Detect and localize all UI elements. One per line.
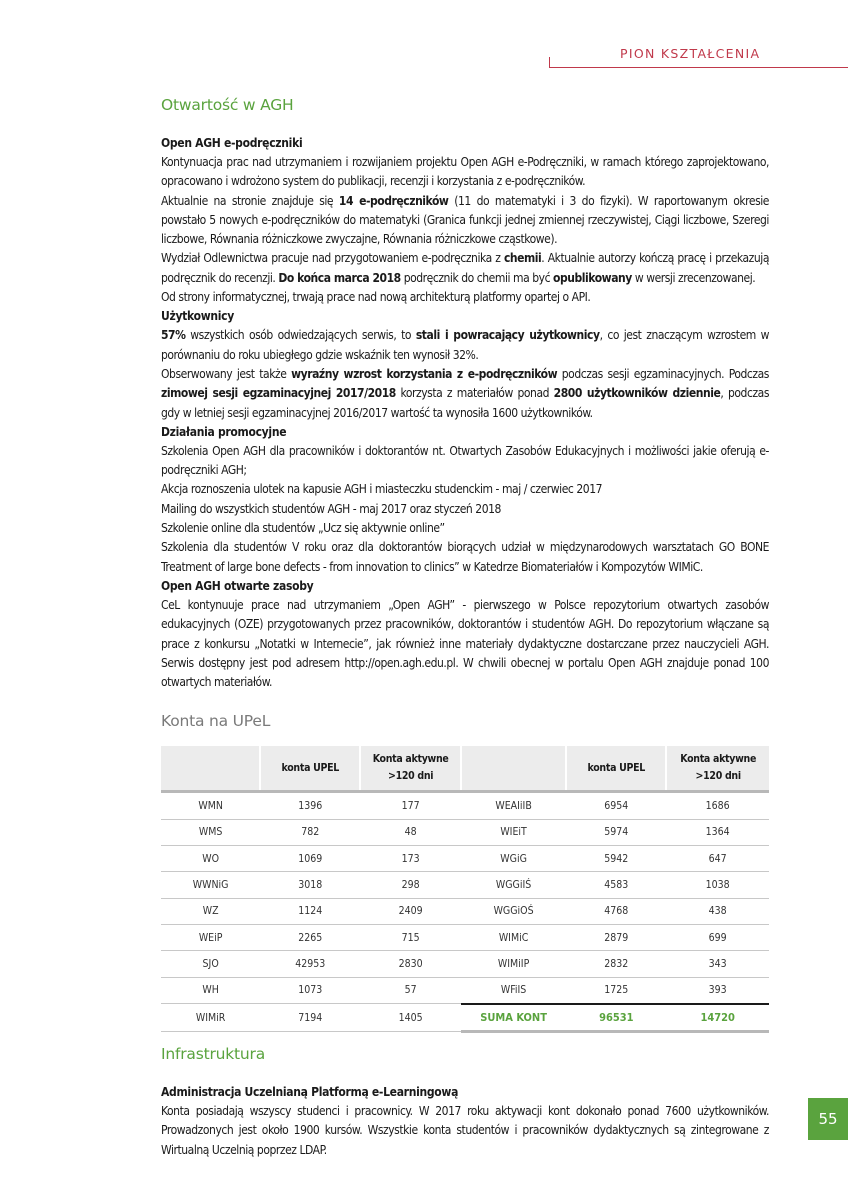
subsection-title-promo: Działania promocyjne	[161, 424, 287, 439]
value-cell: 42953	[260, 951, 360, 977]
value-cell: 1405	[360, 1004, 461, 1032]
paragraph: Kontynuacja prac nad utrzymaniem i rozwijaniem projektu Open AGH e-Podręczniki, w ramach którego zaprojektowano, opracowano i wdrożono system do publikacji, recenzji i korzystania z e-podręczników.	[161, 155, 769, 189]
value-cell: 782	[260, 819, 360, 845]
value-cell: 4768	[566, 898, 666, 924]
value-cell: 57	[360, 977, 461, 1004]
section-title-infra: Infrastruktura	[161, 1045, 266, 1064]
paragraph: Obserwowany jest także wyraźny wzrost korzystania z e-podręczników podczas sesji egzaminacyjnych. Podczas zimowej sesji egzaminacyjnej 2017/2018 korzysta z materiałów ponad 2800 użytkowników dziennie, podczas gdy w letniej sesji egzaminacyjnej 2016/2017 wartość ta wynosiła 1600 użytkowników.	[161, 366, 769, 420]
value-cell: 2265	[260, 924, 360, 950]
upel-accounts-table	[161, 746, 769, 1033]
value-cell: 1073	[260, 977, 360, 1004]
faculty-cell: WIMiIP	[461, 951, 566, 977]
faculty-cell: WFiIS	[461, 977, 566, 1004]
table-row	[161, 872, 769, 898]
paragraph: 57% wszystkich osób odwiedzających serwis, to stali i powracający użytkownicy, co jest znaczącym wzrostem w porównaniu do roku ubiegłego gdzie wskaźnik ten wynosił 32%.	[161, 328, 769, 362]
promo-item: Szkolenie online dla studentów „Ucz się aktywnie online”	[161, 521, 445, 536]
paragraph: Wydział Odlewnictwa pracuje nad przygotowaniem e-podręcznika z chemii. Aktualnie autorzy kończą pracę i przekazują podręcznik do recenzji. Do końca marca 2018 podręcznik do chemii ma być opublikowany w wersji zrecenzowanej.	[161, 251, 769, 285]
value-cell: 1364	[666, 819, 769, 845]
paragraph: Od strony informatycznej, trwają prace nad nową architekturą platformy opartej o API.	[161, 290, 591, 305]
value-cell: 1686	[666, 792, 769, 819]
column-header: Konta aktywne >120 dni	[666, 746, 769, 792]
table-header-row	[161, 746, 769, 792]
subsection-title-admin: Administracja Uczelnianą Platformą e-Learningową	[161, 1085, 459, 1100]
table-row	[161, 951, 769, 977]
table-row	[161, 846, 769, 872]
paragraph: Konta posiadają wszyscy studenci i pracownicy. W 2017 roku aktywacji kont dokonało ponad 7600 użytkowników. Prowadzonych jest około 1900 kursów. Wszystkie konta studentów i pracowników dydaktycznych są zintegrowane z Wirtualną Uczelnią poprzez LDAP.	[161, 1104, 769, 1157]
table-row	[161, 924, 769, 950]
table-row	[161, 792, 769, 819]
value-cell: 1124	[260, 898, 360, 924]
value-cell: 2830	[360, 951, 461, 977]
value-cell: 1038	[666, 872, 769, 898]
faculty-cell: WGGiIŚ	[461, 872, 566, 898]
faculty-cell: WIMiC	[461, 924, 566, 950]
paragraph: Aktualnie na stronie znajduje się 14 e-podręczników (11 do matematyki i 3 do fizyki). W raportowanym okresie powstało 5 nowych e-podręczników do matematyki (Granica funkcji jednej zmiennej rzeczywistej, Ciągi liczbowe, Szeregi liczbowe, Równania różniczkowe zwyczajne, Równania różniczkowe cząstkowe).	[161, 193, 769, 247]
column-header: Konta aktywne >120 dni	[360, 746, 461, 792]
table-row	[161, 819, 769, 845]
faculty-cell: WIMiR	[161, 1004, 260, 1032]
sum-value: 96531	[566, 1004, 666, 1032]
value-cell: 393	[666, 977, 769, 1004]
sum-label: SUMA KONT	[461, 1004, 566, 1032]
faculty-cell: WMN	[161, 792, 260, 819]
value-cell: 699	[666, 924, 769, 950]
value-cell: 1396	[260, 792, 360, 819]
value-cell: 1069	[260, 846, 360, 872]
faculty-cell: WIEiT	[461, 819, 566, 845]
value-cell: 3018	[260, 872, 360, 898]
value-cell: 298	[360, 872, 461, 898]
column-header	[161, 746, 260, 792]
promo-item: Akcja roznoszenia ulotek na kapusie AGH i miasteczku studenckim - maj / czerwiec 2017	[161, 482, 603, 497]
section-title-openness: Otwartość w AGH	[161, 96, 294, 114]
paragraph: CeL kontynuuje prace nad utrzymaniem „Open AGH” - pierwszego w Polsce repozytorium otwartych zasobów edukacyjnych (OZE) przygotowanych przez pracowników, doktorantów i studentów AGH. Do repozytorium włączane są prace z konkursu „Notatki w Internecie”, jak również inne materiały dydaktyczne dostarczane przez nauczycieli AGH. Serwis dostępny jest pod adresem http://open.agh.edu.pl. W chwili obecnej w portalu Open AGH znajduje ponad 100 otwartych materiałów.	[161, 597, 769, 690]
faculty-cell: WGiG	[461, 846, 566, 872]
subsection-title-resources: Open AGH otwarte zasoby	[161, 578, 314, 593]
table-body	[161, 792, 769, 1032]
value-cell: 2409	[360, 898, 461, 924]
faculty-cell: SJO	[161, 951, 260, 977]
subsection-title-epodreczniki: Open AGH e-podręczniki	[161, 136, 303, 150]
table-row	[161, 977, 769, 1004]
page-content	[161, 96, 769, 1160]
value-cell: 173	[360, 846, 461, 872]
faculty-cell: WWNiG	[161, 872, 260, 898]
value-cell: 48	[360, 819, 461, 845]
page-number: 55	[808, 1098, 848, 1140]
value-cell: 5942	[566, 846, 666, 872]
value-cell: 7194	[260, 1004, 360, 1032]
value-cell: 438	[666, 898, 769, 924]
column-header: konta UPEL	[566, 746, 666, 792]
promo-item: Mailing do wszystkich studentów AGH - maj 2017 oraz styczeń 2018	[161, 501, 501, 516]
faculty-cell: WGGiOŚ	[461, 898, 566, 924]
faculty-cell: WMS	[161, 819, 260, 845]
promo-item: Szkolenia Open AGH dla pracowników i doktorantów nt. Otwartych Zasobów Edukacyjnych i możliwości jakie oferują e-podręczniki AGH;	[161, 443, 769, 478]
value-cell: 715	[360, 924, 461, 950]
promo-item: Szkolenia dla studentów V roku oraz dla doktorantów biorących udział w międzynarodowych warsztatach GO BONE Treatment of large bone defects - from innovation to clinics” w Katedrze Biomateriałów i Kompozytów WIMiC.	[161, 540, 769, 574]
table-row	[161, 1004, 769, 1032]
faculty-cell: WEiP	[161, 924, 260, 950]
value-cell: 647	[666, 846, 769, 872]
value-cell: 5974	[566, 819, 666, 845]
subsection-title-users: Użytkownicy	[161, 309, 235, 324]
faculty-cell: WZ	[161, 898, 260, 924]
sum-value: 14720	[666, 1004, 769, 1032]
section-title-upel: Konta na UPeL	[161, 712, 271, 731]
column-header	[461, 746, 566, 792]
value-cell: 6954	[566, 792, 666, 819]
value-cell: 4583	[566, 872, 666, 898]
value-cell: 1725	[566, 977, 666, 1004]
value-cell: 2832	[566, 951, 666, 977]
running-header: PION KSZTAŁCENIA	[620, 46, 761, 61]
faculty-cell: WEAIiIB	[461, 792, 566, 819]
value-cell: 177	[360, 792, 461, 819]
faculty-cell: WO	[161, 846, 260, 872]
table-row	[161, 898, 769, 924]
faculty-cell: WH	[161, 977, 260, 1004]
value-cell: 2879	[566, 924, 666, 950]
column-header: konta UPEL	[260, 746, 360, 792]
header-rule	[549, 67, 848, 68]
value-cell: 343	[666, 951, 769, 977]
